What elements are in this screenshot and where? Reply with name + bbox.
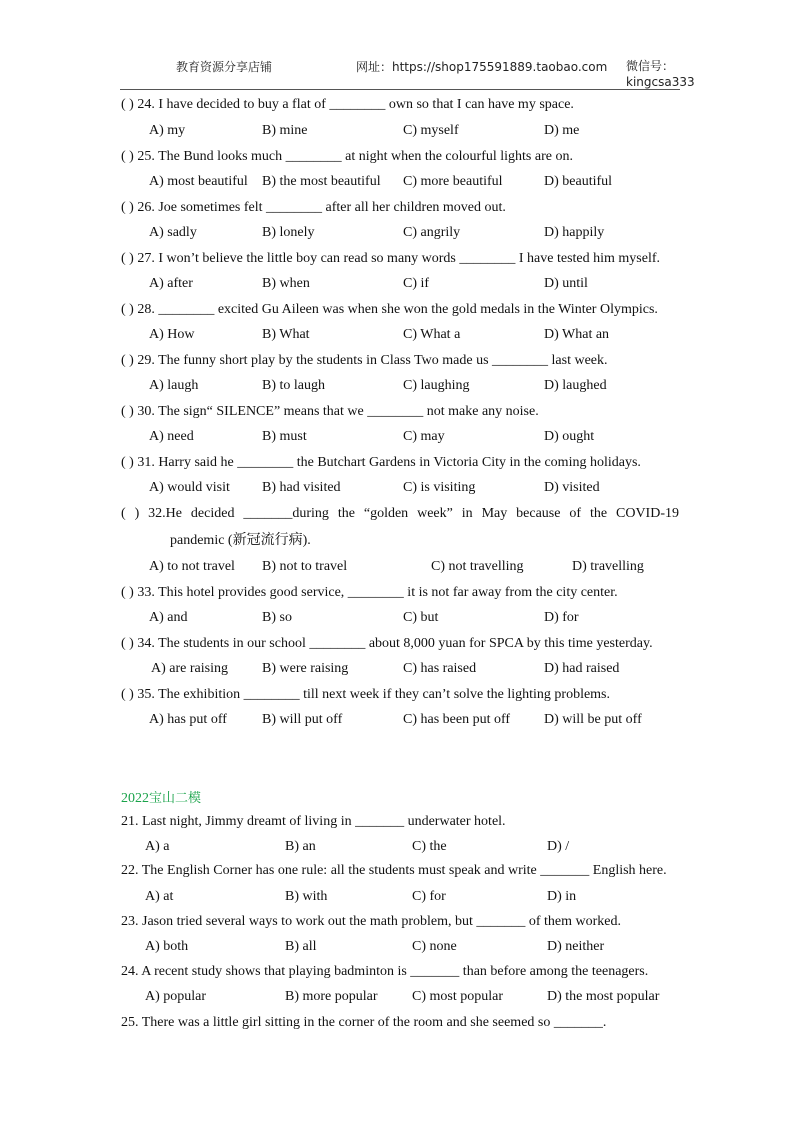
q34-option-a: A) are raising xyxy=(151,661,228,676)
q35-option-c: C) has been put off xyxy=(403,712,511,727)
q25-option-b: B) the most beautiful xyxy=(262,174,381,189)
question-29-stem: ( ) 29. The funny short play by the students in Class Two made us ________ last week. xyxy=(121,353,608,368)
q24b-option-d: D) the most popular xyxy=(547,989,660,1004)
q27-option-b: B) when xyxy=(262,276,310,291)
question-31-stem: ( ) 31. Harry said he ________ the Butchart Gardens in Victoria City in the coming holidays. xyxy=(121,455,641,470)
q29-option-d: D) laughed xyxy=(544,378,607,393)
q24-option-b: B) mine xyxy=(262,123,308,138)
q22-option-d: D) in xyxy=(547,889,577,904)
q33-option-c: C) but xyxy=(403,610,439,625)
question-28-stem: ( ) 28. ________ excited Gu Aileen was when she won the gold medals in the Winter Olympics. xyxy=(121,302,658,317)
q28-option-b: B) What xyxy=(262,327,310,342)
q33-option-d: D) for xyxy=(544,610,579,625)
q30-option-a: A) need xyxy=(149,429,194,444)
question-27-stem: ( ) 27. I won’t believe the little boy can read so many words ________ I have tested him myself. xyxy=(121,251,660,266)
q22-option-c: C) for xyxy=(412,889,446,904)
q23-option-b: B) all xyxy=(285,939,317,954)
q25-option-a: A) most beautiful xyxy=(149,174,248,189)
q26-option-a: A) sadly xyxy=(149,225,197,240)
question-32-stem-cont: pandemic (新冠流行病). xyxy=(170,533,311,548)
question-23-stem: 23. Jason tried several ways to work out the math problem, but _______ of them worked. xyxy=(121,914,622,929)
store-url[interactable]: 网址：https://shop175591889.taobao.com xyxy=(356,60,608,74)
question-24b-stem: 24. A recent study shows that playing badminton is _______ than before among the teenagers. xyxy=(121,964,649,979)
q28-option-a: A) How xyxy=(149,327,195,342)
wechat-id: kingcsa333 xyxy=(626,75,695,89)
q22-option-b: B) with xyxy=(285,889,328,904)
question-34-stem: ( ) 34. The students in our school ________ about 8,000 yuan for SPCA by this time yesterday. xyxy=(121,636,653,651)
q29-option-b: B) to laugh xyxy=(262,378,325,393)
question-25-stem: ( ) 25. The Bund looks much ________ at night when the colourful lights are on. xyxy=(121,149,573,164)
q21-option-b: B) an xyxy=(285,839,316,854)
q25-option-c: C) more beautiful xyxy=(403,174,503,189)
q32-option-a: A) to not travel xyxy=(149,559,235,574)
q30-option-d: D) ought xyxy=(544,429,595,444)
q29-option-a: A) laugh xyxy=(149,378,199,393)
header-divider xyxy=(120,89,680,90)
q23-option-a: A) both xyxy=(145,939,189,954)
q31-option-b: B) had visited xyxy=(262,480,341,495)
question-35-stem: ( ) 35. The exhibition ________ till next week if they can’t solve the lighting problems. xyxy=(121,687,611,702)
question-21-stem: 21. Last night, Jimmy dreamt of living in _______ underwater hotel. xyxy=(121,814,506,829)
wechat-label: 微信号： xyxy=(626,59,675,73)
q24b-option-c: C) most popular xyxy=(412,989,503,1004)
q29-option-c: C) laughing xyxy=(403,378,470,393)
q24b-option-a: A) popular xyxy=(145,989,207,1004)
q25-option-d: D) beautiful xyxy=(544,174,613,189)
section-year: 2022 xyxy=(121,791,149,806)
q24-option-c: C) myself xyxy=(403,123,459,138)
question-30-stem: ( ) 30. The sign“ SILENCE” means that we ________ not make any noise. xyxy=(121,404,539,419)
q22-option-a: A) at xyxy=(145,889,174,904)
question-33-stem: ( ) 33. This hotel provides good service, ________ it is not far away from the city center. xyxy=(121,585,618,600)
q32-option-b: B) not to travel xyxy=(262,559,348,574)
wechat-info xyxy=(626,58,695,90)
q27-option-c: C) if xyxy=(403,276,430,291)
q21-option-d: D) / xyxy=(547,839,570,854)
q28-option-d: D) What an xyxy=(544,327,610,342)
q24-option-d: D) me xyxy=(544,123,580,138)
q31-option-a: A) would visit xyxy=(149,480,230,495)
q32-option-d: D) travelling xyxy=(572,559,644,574)
section-title xyxy=(121,787,201,807)
question-32-stem: ( ) 32.He decided _______during the “golden week” in May because of the COVID-19 xyxy=(121,506,679,521)
q21-option-c: C) the xyxy=(412,839,447,854)
question-26-stem: ( ) 26. Joe sometimes felt ________ after all her children moved out. xyxy=(121,200,506,215)
q34-option-c: C) has raised xyxy=(403,661,477,676)
store-name: 教育资源分享店铺 xyxy=(176,60,273,74)
q34-option-b: B) were raising xyxy=(262,661,349,676)
q35-option-b: B) will put off xyxy=(262,712,343,727)
question-25b-stem: 25. There was a little girl sitting in the corner of the room and she seemed so _______. xyxy=(121,1015,607,1030)
q23-option-c: C) none xyxy=(412,939,457,954)
q31-option-d: D) visited xyxy=(544,480,600,495)
q23-option-d: D) neither xyxy=(547,939,605,954)
q26-option-b: B) lonely xyxy=(262,225,315,240)
q21-option-a: A) a xyxy=(145,839,170,854)
q33-option-b: B) so xyxy=(262,610,292,625)
q24-option-a: A) my xyxy=(149,123,186,138)
q30-option-b: B) must xyxy=(262,429,307,444)
q30-option-c: C) may xyxy=(403,429,445,444)
q26-option-d: D) happily xyxy=(544,225,605,240)
q24b-option-b: B) more popular xyxy=(285,989,378,1004)
section-name: 宝山二模 xyxy=(149,791,202,806)
q33-option-a: A) and xyxy=(149,610,188,625)
question-24-stem: ( ) 24. I have decided to buy a flat of ________ own so that I can have my space. xyxy=(121,97,574,112)
q26-option-c: C) angrily xyxy=(403,225,461,240)
q31-option-c: C) is visiting xyxy=(403,480,476,495)
q32-option-c: C) not travelling xyxy=(431,559,524,574)
q35-option-a: A) has put off xyxy=(149,712,227,727)
q28-option-c: C) What a xyxy=(403,327,461,342)
question-22-stem: 22. The English Corner has one rule: all the students must speak and write _______ English here. xyxy=(121,863,667,878)
q27-option-a: A) after xyxy=(149,276,193,291)
q34-option-d: D) had raised xyxy=(544,661,620,676)
q35-option-d: D) will be put off xyxy=(544,712,642,727)
q27-option-d: D) until xyxy=(544,276,588,291)
